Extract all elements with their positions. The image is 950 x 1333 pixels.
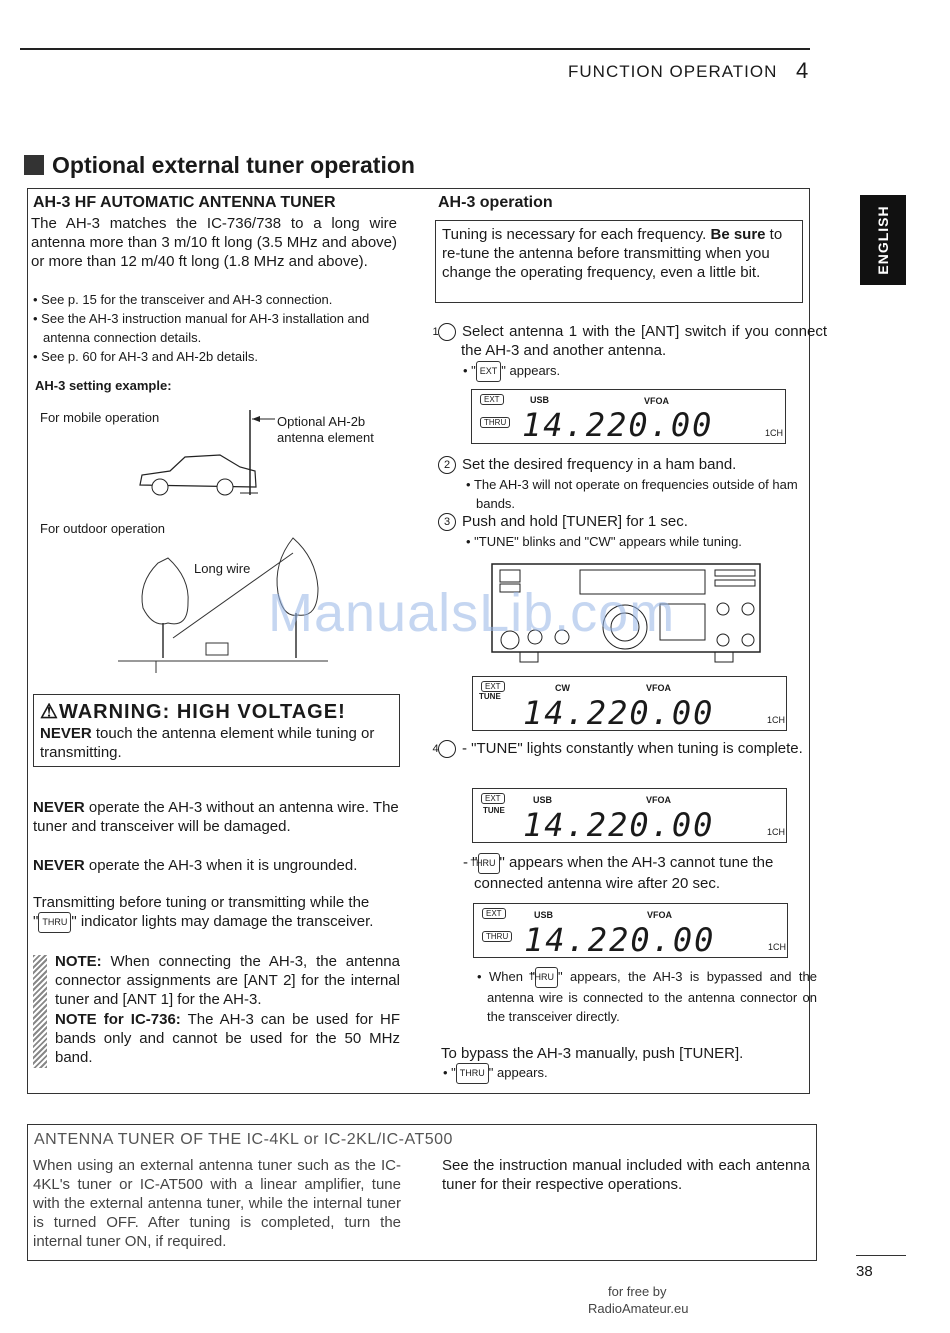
step-3-sub: • "TUNE" blinks and "CW" appears while tuning. bbox=[466, 534, 742, 549]
thru-indicator-icon: THRU bbox=[456, 1063, 489, 1084]
footer-line-1: for free by bbox=[608, 1284, 667, 1299]
lcd-display-3: EXT TUNE USB VFOA 14.220.00 1CH bbox=[472, 788, 787, 843]
warning-box bbox=[33, 694, 400, 767]
language-tab-label: ENGLISH bbox=[875, 205, 891, 275]
never-1: NEVER operate the AH-3 without an antenna wire. The tuner and transceiver will be damaged. bbox=[33, 799, 399, 835]
right-heading: AH-3 operation bbox=[438, 194, 553, 211]
warning-heading: ⚠WARNING: HIGH VOLTAGE! bbox=[40, 701, 346, 723]
title-square-icon bbox=[24, 155, 44, 175]
warning-text: NEVER touch the antenna element while tuning or transmitting. bbox=[40, 725, 375, 761]
warning-triangle-icon: ⚠ bbox=[40, 701, 59, 723]
optional-label-1: Optional AH-2b bbox=[277, 414, 366, 429]
note-1: NOTE: When connecting the AH-3, the antenna connector assignments are [ANT 2] for the internal tuner and [ANT 1] for the AH-3. bbox=[55, 953, 400, 1008]
footer-line-2[interactable]: RadioAmateur.eu bbox=[588, 1301, 689, 1316]
language-tab bbox=[860, 195, 906, 285]
thru-fail-text: - "THRU " appears when the AH-3 cannot tune the connected antenna wire after 20 sec. bbox=[463, 854, 774, 892]
step-3: 3 Push and hold [TUNER] for 1 sec. bbox=[438, 512, 804, 531]
step-2-sub: • The AH-3 will not operate on frequencies outside of ham bands. bbox=[466, 477, 798, 511]
section-header: FUNCTION OPERATION bbox=[568, 62, 778, 81]
thru-indicator-icon: THRU bbox=[38, 912, 71, 933]
left-heading: AH-3 HF AUTOMATIC ANTENNA TUNER bbox=[33, 194, 336, 211]
lcd-display-4: EXT USB VFOA THRU 14.220.00 1CH bbox=[473, 903, 788, 958]
thru-indicator-icon: THRU bbox=[535, 967, 558, 988]
car-illustration bbox=[130, 405, 280, 500]
longwire-label: Long wire bbox=[194, 561, 251, 576]
bottom-right-text: See the instruction manual included with each antenna tuner for their respective operations. bbox=[442, 1157, 810, 1193]
bullet-3: • See p. 60 for AH-3 and AH-2b details. bbox=[33, 349, 258, 364]
left-bullets bbox=[33, 290, 399, 366]
step-2: 2 Set the desired frequency in a ham band. bbox=[438, 455, 804, 474]
step-4: 4 - "TUNE" lights constantly when tuning is complete. bbox=[432, 740, 803, 757]
never-2: NEVER operate the AH-3 when it is ungrounded. bbox=[33, 857, 358, 874]
example-heading: AH-3 setting example: bbox=[35, 378, 172, 393]
thru-indicator-icon: THRU bbox=[478, 853, 500, 874]
page-title bbox=[24, 152, 415, 179]
bypass-note: • When "THRU " appears, the AH-3 is bypassed and the antenna wire is connected to the antenna connector on the transceiver directly. bbox=[477, 969, 817, 1024]
optional-label-2: antenna element bbox=[277, 430, 374, 445]
tuning-note-box: Tuning is necessary for each frequency. Be sure to re-tune the antenna before transmitting when you change the operating frequency, even a little bit. bbox=[435, 220, 803, 303]
bottom-left-text: When using an external antenna tuner such as the IC-4KL's tuner or IC-AT500 with a linear amplifier, tune with the external antenna tuner, while the internal tuner is turned OFF. After tuning is completed, turn the internal tuner ON, if required. bbox=[33, 1157, 401, 1250]
page-number: 38 bbox=[856, 1263, 873, 1280]
step-1-sub: • " EXT " appears. bbox=[463, 361, 560, 382]
bottom-heading: ANTENNA TUNER OF THE IC-4KL or IC-2KL/IC-AT500 bbox=[34, 1131, 453, 1148]
bypass-text: To bypass the AH-3 manually, push [TUNER]. bbox=[441, 1045, 744, 1062]
step-1: 1 Select antenna 1 with the [ANT] switch if you connect the AH-3 and another antenna. bbox=[432, 323, 827, 359]
watermark: ManualsLib.com bbox=[268, 583, 676, 643]
ext-indicator-icon: EXT bbox=[476, 361, 502, 382]
note-2: NOTE for IC-736: The AH-3 can be used for HF bands only and cannot be used for the 50 MHz band. bbox=[55, 1011, 400, 1066]
transmit-warning: Transmitting before tuning or transmitting while the " THRU " indicator lights may damage the transceiver. bbox=[33, 893, 401, 933]
top-rule bbox=[20, 48, 810, 50]
mobile-label: For mobile operation bbox=[40, 410, 160, 425]
page-title-text: Optional external tuner operation bbox=[52, 152, 415, 178]
outdoor-label: For outdoor operation bbox=[40, 521, 166, 536]
left-intro: The AH-3 matches the IC-736/738 to a long wire antenna more than 3 m/10 ft long (3.5 MHz and above) or more than 12 m/40 ft long (1.8 MHz and above). bbox=[31, 215, 397, 270]
page-number-rule bbox=[856, 1255, 906, 1256]
lcd-display-2: EXT TUNE CW VFOA 14.220.00 1CH bbox=[472, 676, 787, 731]
bullet-1: • See p. 15 for the transceiver and AH-3 connection. bbox=[33, 292, 333, 307]
section-number: 4 bbox=[796, 58, 809, 83]
bypass-sub: • " THRU " appears. bbox=[443, 1063, 548, 1084]
note-stripe bbox=[33, 955, 47, 1068]
bullet-2: • See the AH-3 instruction manual for AH-3 installation and antenna connection details. bbox=[33, 311, 370, 345]
optional-label bbox=[277, 414, 374, 446]
lcd-display-1: EXT USB VFOA THRU 14.220.00 1CH bbox=[471, 389, 786, 444]
